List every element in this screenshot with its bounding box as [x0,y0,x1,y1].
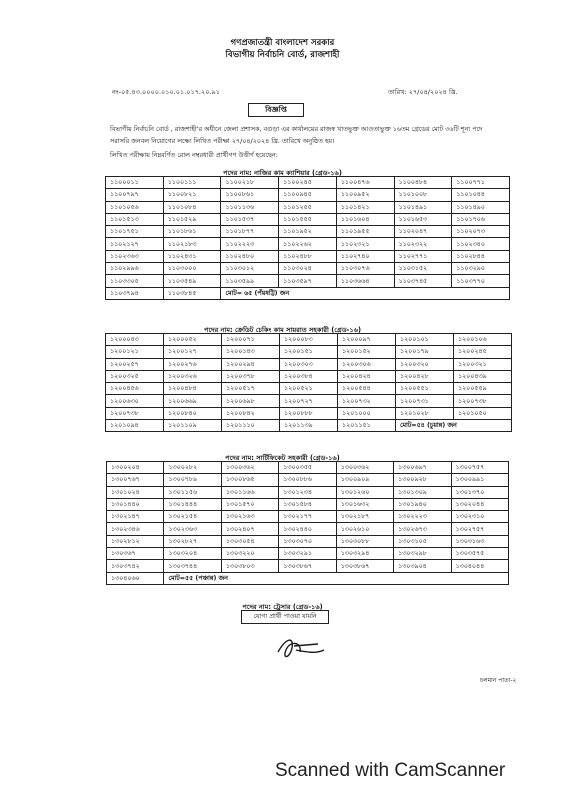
roll-cell: ১৩০০৯২৮ [394,474,451,486]
roll-cell: ১৩০৩২৯১ [279,548,336,560]
roll-cell: ১২০০৭৩৮ [106,407,164,419]
roll-cell: ১১০০৪৮৪ [394,177,452,189]
roll-cell: ১৩০১২৬০ [336,486,393,498]
roll-cell: ১২০০৭৩৮ [454,395,512,407]
roll-cell: ১৩০০২০৪ [107,462,164,474]
table-row [107,474,509,486]
table-row [107,548,509,560]
roll-cell: ১২০০১০১ [396,334,454,346]
roll-cell: ১১০২৩২১ [336,238,394,250]
roll-table-certificate [106,461,509,585]
roll-cell: ১১০২১২৭ [106,238,164,250]
roll-cell: ১৩০০৩৫৫ [279,462,336,474]
roll-cell: ১২০০৫১৭ [222,383,280,395]
roll-cell: ১২০০৩২১ [454,358,512,370]
table-row [106,263,510,275]
table-row [106,407,512,419]
roll-cell: ১৩০২৮২৭ [164,535,221,547]
roll-cell: ১১০৩৮৪৫ [163,287,221,299]
memo-date: তারিখ: ২৭/০৪/২০২৪ খ্রি. [388,88,458,96]
roll-cell: ১১০১৫৫৫ [279,213,337,225]
roll-cell: ১১০০১১১ [163,177,221,189]
table-row [107,498,509,510]
roll-cell: ১১০০৯৪৫ [279,189,337,201]
roll-cell: ১১০২৪৮৮ [279,250,337,262]
roll-cell: ১২০০৭৩১ [396,395,454,407]
roll-cell: ১১০১৫৩৭ [221,213,279,225]
roll-cell: ১২০০২৯৪ [222,358,280,370]
roll-cell: ১২০০৪২৮ [396,370,454,382]
roll-cell: ১৩০০৭৫৭ [451,462,508,474]
roll-cell: ১৩০৩০৭০ [279,535,336,547]
roll-cell: ১২০০৪৩৯ [454,370,512,382]
roll-cell: ১২০০১০৬ [454,334,512,346]
roll-cell: ১১০২৯৯৬ [106,263,164,275]
roll-cell: ১৩০১১৫৬ [164,486,221,498]
roll-cell: ১১০২৩৪০ [452,238,510,250]
roll-cell: ১১০৩০২৪ [279,263,337,275]
roll-cell: ১১০১৫১৩ [106,213,164,225]
roll-cell: ১১০১৪৯১ [394,201,452,213]
table-row [106,238,510,250]
roll-cell: ১১০৩৫৯৭ [279,275,337,287]
roll-cell: ১৩০১৫৭০ [221,498,278,510]
roll-cell: ১২০০১৫১ [280,346,338,358]
roll-cell: ১৩০২১৬৩ [221,511,278,523]
roll-cell: ১২০০৩৭৮ [222,370,280,382]
roll-cell: ১১০৩৭৯৪ [106,287,164,299]
roll-cell: ১৩০০৭৬৭ [107,474,164,486]
table-row [106,189,510,201]
table-row [106,358,512,370]
roll-cell: ১২০১১০৯ [164,420,222,432]
roll-cell: ১৩০১৩০৯ [394,486,451,498]
roll-cell: ১১০০২১৮ [221,177,279,189]
roll-cell: ১৩০৩১০৫ [394,535,451,547]
government-title: গণপ্রজাতন্ত্রী বাংলাদেশ সরকার [230,38,335,48]
roll-cell: ১৩০২১৪৭ [107,511,164,523]
roll-cell: ১৩০১৬৩২ [336,498,393,510]
roll-cell: ১৩০৩৮৬৭ [279,560,336,572]
roll-cell: ১১০৩১৫২ [394,263,452,275]
roll-cell: ১৩০০২৮২ [164,462,221,474]
table-row [106,250,510,262]
roll-cell: ১২০০৩২৬ [164,370,222,382]
roll-cell: ১১০২৩২২ [394,238,452,250]
roll-cell: ১৩০০৮৮৬ [279,474,336,486]
roll-cell: ১১০১৯৫৫ [336,226,394,238]
roll-cell: ১৩০০৩৬২ [221,462,278,474]
roll-cell: ১২০০৪৮৪ [164,383,222,395]
roll-cell: ১৩০২৮১২ [107,535,164,547]
roll-cell: ১১০০৮৬১ [221,189,279,201]
roll-cell: ১৩০০৩৬২ [336,462,393,474]
roll-cell: ১৩০২১৫৪ [164,511,221,523]
roll-cell: ১২০০১৪৩ [222,346,280,358]
roll-cell: ১২০০৫৫১ [396,383,454,395]
roll-cell: ১১০০০১১ [106,177,164,189]
roll-cell: ১৩০৩২৯৪ [336,548,393,560]
roll-cell: ১২০০৪২৪ [338,370,396,382]
roll-cell: ১১০১৬০৪ [336,213,394,225]
section-title-nazir: পদের নাম: নাজির কাম ক্যাশিয়ার (গ্রেড-১৬) [223,169,342,177]
table-row [107,486,509,498]
roll-cell: ১৩০১৫৮৪ [279,498,336,510]
roll-cell: ১২০০৫৫৯ [454,383,512,395]
roll-cell: ১৩০২৬৭৩ [394,523,451,535]
roll-cell: ১১০৩৭৭০ [452,275,510,287]
roll-cell: ১১০২৮৪৪ [452,250,510,262]
roll-cell: ১২০১০০০ [338,407,396,419]
roll-cell: ১৩০১৪৪০ [107,498,164,510]
roll-cell: ১২০০৩৮৪ [280,370,338,382]
roll-cell: ১১০২৭৭১ [394,250,452,262]
roll-cell: ১২০০৬৩০ [106,395,164,407]
roll-cell: ১১০২০৪৭ [394,226,452,238]
roll-cell: ১১০১০৫৬ [106,201,164,213]
roll-cell: ১৩০১০২৪ [107,486,164,498]
roll-cell: ১২০০২৫৭ [106,358,164,370]
roll-cell: ১২০০১২৭ [164,346,222,358]
roll-cell: ১২০০৬৯৮ [222,395,280,407]
memo-number: নং-০৫.৪৩.০০০০.০১০.০১.০১৭.২০.৯১ [112,88,220,96]
roll-cell: ১৩০২৩৪৬ [107,523,164,535]
roll-cell: ১৩০২৩৬৩ [164,523,221,535]
table-row [107,511,509,523]
signature [272,630,332,666]
table-row [106,370,512,382]
roll-cell: ১২০০০৭১ [222,334,280,346]
roll-cell: ১২০০০৯৭ [338,334,396,346]
roll-cell: ১২০১১১০ [222,420,280,432]
roll-cell: ১২০০৩০৬ [338,358,396,370]
roll-cell: ১১০০৯৫২ [336,189,394,201]
roll-cell: ১২০১০২৮ [396,407,454,419]
roll-cell: ১৩০১১৬৬ [221,486,278,498]
roll-cell: ১১০১০০৮ [394,189,452,201]
roll-cell: ১৩০৩২২০ [221,548,278,560]
roll-cell: ১৩০৩৭৪২ [107,560,164,572]
roll-cell: ১৩০৩১৬৩ [451,535,508,547]
table-row [107,560,509,572]
roll-cell: ১৩০০৬৯৭ [394,462,451,474]
roll-cell: ১১০১২৫৫ [279,201,337,213]
roll-cell: ১২০০৫২১ [280,383,338,395]
roll-cell: ১৩০৩৫৭৫ [451,548,508,560]
roll-cell: ১৩০৩২০৪ [164,548,221,560]
roll-cell: ১১০০৮২১ [163,189,221,201]
total-count: মোট=৫৪ (চুয়ান্ন) জন [396,420,512,432]
roll-cell: ১৩০১৪৪৪ [164,498,221,510]
roll-cell: ১১০১৯৫২ [279,226,337,238]
roll-cell: ১৩০৩০৮৮ [336,535,393,547]
notice-paragraph-passed: লিখিত পরীক্ষায় নিম্নবর্ণিত রোল নম্বরধারী প্রার্থীগণ উত্তীর্ণ হয়েছেন: [110,151,278,159]
notice-title: বিজ্ঞপ্তি [248,103,304,117]
roll-cell: ১১০১৭০৬ [452,213,510,225]
roll-cell: ১৩০৪০৪৪ [451,560,508,572]
roll-cell: ১১০৩০০০ [163,263,221,275]
section-title-tracer: পদের নাম: ট্রেসার (গ্রেড-১৬) [242,603,323,611]
roll-cell: ১১০৩২৯০ [452,263,510,275]
table-row-last [107,572,509,584]
roll-cell: ১৩০০৯৯১ [451,474,508,486]
roll-cell: ১১০৩০৭৬ [336,263,394,275]
roll-cell: ১৩০১৯৪০ [394,498,451,510]
roll-cell: ১১০১৭৫১ [106,226,164,238]
table-row [106,395,512,407]
roll-cell: ১১০২৪৩১ [163,250,221,262]
roll-cell: ১১০২০৭৩ [452,226,510,238]
roll-cell: ১২০০০৮৩ [280,334,338,346]
roll-table-credit-checking [105,333,512,432]
roll-cell: ১১০১৪৯০ [452,201,510,213]
roll-cell: ১২০০২৭৬ [164,358,222,370]
roll-cell: ১২০০০৪৩ [106,334,164,346]
table-row [106,383,512,395]
roll-cell: ১১০২৭৪০ [336,250,394,262]
roll-cell: ১১০১০৪৪ [452,189,510,201]
roll-cell: ১১০১৬৫৩ [394,213,452,225]
roll-cell: ১৩০০৯০৯ [336,474,393,486]
roll-cell: ১৩০১২৩৪ [279,486,336,498]
roll-cell: ১১০৩৭৪৫ [394,275,452,287]
roll-cell: ১১০৩৫৯৯ [221,275,279,287]
table-row [106,201,510,213]
roll-cell: ১৩০৩৬৭ [107,548,164,560]
office-title: বিভাগীয় নির্বাচনি বোর্ড, রাজশাহী [225,50,340,60]
table-row-last [106,287,510,299]
roll-cell: ১১০১১৩৬ [221,201,279,213]
table-row [106,346,512,358]
roll-cell: ১১০৩৩০৫ [106,275,164,287]
roll-cell: ১৩০২২২৩ [394,511,451,523]
tracer-note: যোগ্য প্রার্থী পাওয়া যায়নি [241,610,329,624]
roll-cell: ১১০৩৫৪৯ [163,275,221,287]
roll-cell: ১৩০৩০৫৪ [221,535,278,547]
roll-cell: ১১০০৭৭১ [452,177,510,189]
roll-cell: ১৩০০৮৬৫ [221,474,278,486]
roll-cell: ১১০১৪২১ [336,201,394,213]
table-row [107,535,509,547]
roll-cell: ১২০০১৫২ [338,346,396,358]
roll-cell: ১৩০৩৮৬৭ [336,560,393,572]
table-row-last [106,420,512,432]
table-row [106,177,510,189]
roll-cell: ১২০০৩২৫ [106,370,164,382]
roll-cell: ১২০০২৪৫ [454,346,512,358]
roll-cell: ১৩০০৭৮৯ [164,474,221,486]
roll-cell: ১১০২১৮৩ [163,238,221,250]
table-row [106,213,510,225]
roll-cell: ১১০২২৬২ [279,238,337,250]
table-row [107,462,509,474]
total-count: মোট=৫৫ (পঞ্চান্ন) জন [164,572,509,584]
continuation-note: চলমান পাতা-২ [480,677,517,684]
roll-cell: ১৩০২৪৪০ [279,523,336,535]
roll-cell: ১৩০৩৯০৪ [394,560,451,572]
roll-cell: ১২০১০৫০ [454,407,512,419]
roll-cell: ১২০০৪৫৬ [106,383,164,395]
roll-cell: ১১০১৫২৯ [163,213,221,225]
roll-cell: ১২০০৩০৩ [280,358,338,370]
roll-cell: ১২০১১৩৯ [280,420,338,432]
roll-cell: ১৩০২৬১০ [336,523,393,535]
roll-cell: ১১০৩৬৬৪ [336,275,394,287]
roll-cell: ১৩০৪০৬০ [107,572,164,584]
scanner-watermark: Scanned with CamScanner [275,760,506,781]
roll-cell: ১৩০২৪০৭ [221,523,278,535]
roll-cell: ১২০০৮৮৮ [280,407,338,419]
roll-cell: ১১০০২৪৫ [279,177,337,189]
roll-cell: ১২০০৩২০ [396,358,454,370]
roll-cell: ১২০০৮৪০ [164,407,222,419]
roll-cell: ১২০১১৫১ [338,420,396,432]
total-count: মোট= ৬৫ (পঁয়ষট্টি) জন [221,287,510,299]
roll-cell: ১২০০৬৬৯ [164,395,222,407]
roll-cell: ১৩০৩২৯৮ [394,548,451,560]
roll-cell: ১২০১০৯৪ [106,420,164,432]
roll-cell: ১২০০০৫২ [164,334,222,346]
roll-cell: ১১০২৩৬৩ [106,250,164,262]
roll-cell: ১৩০৩৮০৩ [221,560,278,572]
roll-cell: ১১০০৭৯৭ [106,189,164,201]
roll-cell: ১১০১৮৭৭ [221,226,279,238]
section-title-certificate: পদের নাম: সার্টিফিকেট সহকারী (গ্রেড-১৬) [225,454,340,462]
table-row [106,275,510,287]
roll-cell: ১১০২৪৮০ [221,250,279,262]
roll-cell: ১৩০২০৪৪ [451,498,508,510]
roll-cell: ১২০০৭২৭ [280,395,338,407]
roll-cell: ১৩০২১৭৭ [279,511,336,523]
table-row [106,334,512,346]
roll-cell: ১২০০৫৪৪ [338,383,396,395]
table-row [107,523,509,535]
roll-cell: ১২০০১২১ [106,346,164,358]
roll-table-nazir [105,176,510,300]
roll-cell: ১৩০২৭৫৭ [451,523,508,535]
roll-cell: ১২০০৮৪২ [222,407,280,419]
roll-cell: ১১০০৪৭৬ [336,177,394,189]
roll-cell: ১৩০৩৭৪৪ [164,560,221,572]
section-title-credit-checking: পদের নাম: ক্রেডিট চেকিং কাম সায়রাত সহকারী (গ্রেড-১৬) [203,326,361,334]
roll-cell: ১৩০২৩১০ [451,511,508,523]
roll-cell: ১১০২২২৩ [221,238,279,250]
roll-cell: ১১০১৮৬১ [163,226,221,238]
roll-cell: ১১০৩০১২ [221,263,279,275]
roll-cell: ১৩০১৩৭০ [451,486,508,498]
roll-cell: ১১০১০৮৪ [163,201,221,213]
table-row [106,226,510,238]
roll-cell: ১২০০১৭৯ [396,346,454,358]
roll-cell: ১২০০৭৩২ [338,395,396,407]
roll-cell: ১৩০২১৮৭ [336,511,393,523]
notice-paragraph: বিভাগীয় নির্বাচনি বোর্ড , রাজশাহী'র অধীনে জেলা প্রশাসক, বগুড়া এর কার্যালয়ের রাজস্ব খাতভুক্ত আওতাভুক্ত ১৬তম গ্রেডের মোট ৩৬টি শূন্য পদে সরাসরি জনবল নিয়োগের লক্ষ্যে লিখিত পরীক্ষা ২৭/০৪/২০২৪ খ্রি. তারিখে অনুষ্ঠিত হয়। [110,125,483,145]
